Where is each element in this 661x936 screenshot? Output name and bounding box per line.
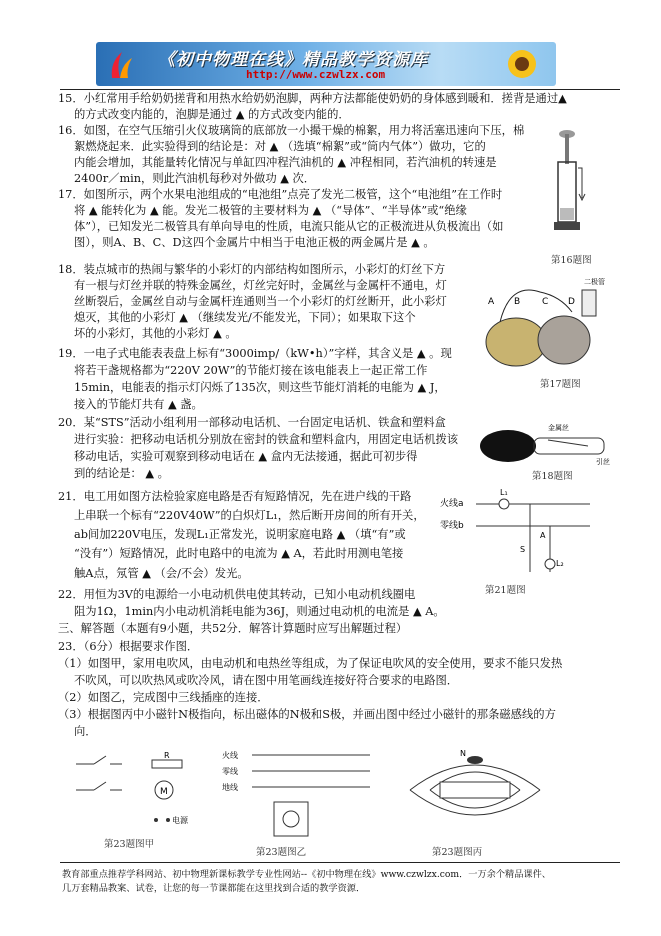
site-logo-icon [108,48,134,80]
question-text-line: 有一根与灯丝并联的特殊金属丝，灯丝完好时，金属丝与金属杆不通电，灯 [74,279,447,292]
question-text-line: 的方式改变内能的，泡脚是通过 ▲ 的方式改变内能的． [74,108,350,121]
fig18-label-wire: 金属丝 [548,424,569,432]
question-text-line: ab间加220V电压，发现L₁正常发光，说明家庭电路 ▲ （填“有”或 [74,528,406,541]
footer-line-2: 几万套精品教案、试卷，让您的每一节课都能在这里找到合适的教学资源． [62,883,366,894]
fig23a-label-r: R [164,751,170,760]
question-text-line: “没有”）短路情况，此时电路中的电流为 ▲ A，若此时用测电笔接 [74,547,404,560]
fig16-caption: 第16题图 [551,255,592,266]
question-text-line: 20．某“STS”活动小组利用一部移动电话机、一台固定电话机、铁盒和塑料盒 [58,416,446,429]
question-text-line: 2400r／min，则此汽油机每秒对外做功 ▲ 次． [74,172,316,185]
question-text-line: 体”），已知发光二极管具有单向导电的性质，电流只能从它的正极流进从负极流出（如 [74,220,504,233]
question-text-line: 21．电工用如图方法检验家庭电路是否有短路情况，先在进户线的干路 [58,490,412,503]
fig23c-caption: 第23题图丙 [432,847,483,858]
fig23b-three-pin-socket [222,746,372,842]
fig23b-caption: 第23题图乙 [256,847,307,858]
fig21-label-l1: L₁ [500,488,508,497]
question-text-line: 移动电话，实验可观察到移动电话在 ▲ 盒内无法接通，据此可初步得 [74,450,418,463]
fig23a-caption: 第23题图甲 [104,839,155,850]
question-text-line: 内能会增加，其能量转化情况与单缸四冲程汽油机的 ▲ 冲程相同，若汽油机的转速是 [74,156,497,169]
header-banner [96,42,556,86]
fig18-label-rod: 引丝 [596,458,610,466]
fig23a-hair-dryer-parts [66,746,196,834]
fig21-label-neutral: 零线b [440,521,464,531]
question-text-line: 不吹风，可以吹热风或吹冷风，请在图中用笔画线连接好符合要求的电路图． [74,674,459,687]
fig21-label-l2: L₂ [556,559,564,568]
fig21-label-live: 火线a [440,499,464,509]
question-text-line: 17．如图所示，两个水果电池组成的“电池组”点亮了发光二极管，这个“电池组”在工作时 [58,188,503,201]
question-text-line: （2）如图乙，完成图中三线插座的连接． [58,691,269,704]
question-text-line: 19．一电子式电能表表盘上标有“3000imp/（kW•h）”字样，其含义是 ▲ 。现 [58,347,452,360]
header-rule [60,89,620,90]
fig18-caption: 第18题图 [532,471,573,482]
question-text-line: 向． [74,725,97,738]
fig21-caption: 第21题图 [485,585,526,596]
fig16-compression-igniter [548,128,586,248]
question-text-line: 丝断裂后，金属丝自动与金属杆连通则当一个小彩灯的灯丝断开，此小彩灯 [74,295,447,308]
question-text-line: 絮燃烧起来．此实验得到的结论是：对 ▲ （选填“棉絮”或“筒内气体”）做功，它的 [74,140,486,153]
fig17-label-d: D [568,297,575,307]
question-text-line: 15min，电能表的指示灯闪烁了135次，则这些节能灯消耗的电能为 ▲ J， [74,381,446,394]
question-text-line: （3）根据图丙中小磁针N极指向，标出磁体的N极和S极，并画出图中经过小磁针的那条磁感线的方 [58,708,556,721]
fig23b-label-live: 火线 [222,751,238,760]
fig21-label-s: S [520,545,526,554]
question-text-line: 三、解答题（本题有9小题，共52分．解答计算题时应写出解题过程） [58,622,408,635]
fig21-label-a: A [540,531,546,540]
question-text-line: 将若干盏规格都为“220V 20W”的节能灯接在该电能表上一起正常工作 [74,364,428,377]
question-text-line: 坏的小彩灯，其他的小彩灯 ▲ 。 [74,327,237,340]
question-text-line: 图），则A、B、C、D这四个金属片中相当于电池正极的两金属片是 ▲ 。 [74,236,435,249]
question-text-line: （1）如图甲，家用电吹风，由电动机和电热丝等组成，为了保证电吹风的安全使用，要求不能只发热 [58,657,563,670]
fig23c-bar-magnet [400,746,550,842]
banner-url[interactable]: http://www.czwlzx.com [246,68,386,81]
question-text-line: 熄灭，其他的小彩灯 ▲ （继续发光/不能发光，下同）；如果取下这个 [74,311,416,324]
fig23a-label-power: 电源 [172,816,188,825]
footer-rule [60,862,620,863]
fig17-label-c: C [542,297,549,307]
sunflower-icon [502,46,542,82]
fig17-label-b: B [514,297,521,307]
question-text-line: 触A点，氖管 ▲ （会/不会）发光。 [74,567,249,580]
fig23b-label-neutral: 零线 [222,767,238,776]
question-text-line: 15．小红常用手给奶奶搓背和用热水给奶奶泡脚，两种方法都能使奶奶的身体感到暖和．搓背是通过▲ [58,92,567,105]
question-text-line: 23．（6分）根据要求作图． [58,640,199,653]
fig17-label-a: A [488,297,495,307]
fig17-fruit-battery [480,272,606,372]
fig18-small-lamp [478,420,628,468]
fig17-label-led: 二极管 [584,278,605,286]
banner-title: 《初中物理在线》精品教学资源库 [158,50,428,70]
question-text-line: 16．如图，在空气压缩引火仪玻璃筒的底部放一小撮干燥的棉絮，用力将活塞迅速向下压，棉 [58,124,525,137]
question-text-line: 上串联一个标有“220V40W”的白炽灯L₁，然后断开房间的所有开关， [74,509,425,522]
fig23b-label-ground: 地线 [222,783,238,792]
fig17-caption: 第17题图 [540,379,581,390]
footer-line-1: 教育部重点推荐学科网站、初中物理新课标教学专业性网站--《初中物理在线》www.czwlzx.com．一万余个精品课件、 [62,869,551,880]
question-text-line: 到的结论是： ▲ 。 [74,467,169,480]
fig23c-label-n: N [460,749,466,758]
question-text-line: 进行实验：把移动电话机分别放在密封的铁盒和塑料盒内，用固定电话机拨该 [74,433,459,446]
question-text-line: 22．用恒为3V的电源给一小电动机供电使其转动，已知小电动机线圈电 [58,588,416,601]
fig21-circuit [440,486,600,582]
question-text-line: 将 ▲ 能转化为 ▲ 能。发光二极管的主要材料为 ▲ （“导体”、“半导体”或“绝缘 [74,204,467,217]
fig23a-label-m: M [160,787,168,797]
question-text-line: 接入的节能灯共有 ▲ 盏。 [74,398,203,411]
question-text-line: 阻为1Ω，1min内小电动机消耗电能为36J，则通过电动机的电流是 ▲ A。 [74,605,445,618]
question-text-line: 18．装点城市的热闹与繁华的小彩灯的内部结构如图所示，小彩灯的灯丝下方 [58,263,446,276]
